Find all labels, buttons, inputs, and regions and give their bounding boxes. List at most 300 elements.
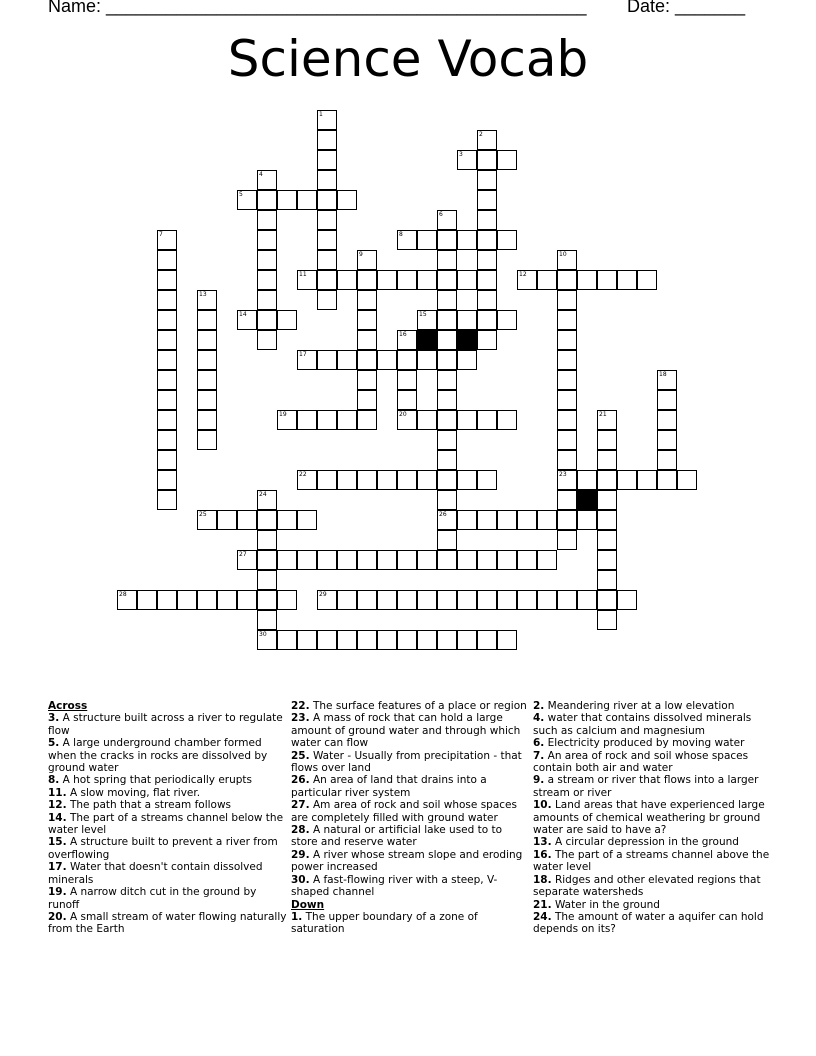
grid-cell[interactable]	[657, 470, 677, 490]
clue-item	[533, 799, 773, 836]
grid-cell[interactable]	[557, 250, 577, 270]
grid-cell[interactable]	[257, 330, 277, 350]
grid-cell[interactable]	[397, 590, 417, 610]
grid-cell[interactable]	[437, 370, 457, 390]
grid-cell[interactable]	[317, 270, 337, 290]
clue-item	[48, 886, 288, 911]
grid-cell[interactable]	[437, 630, 457, 650]
grid-cell[interactable]	[197, 310, 217, 330]
grid-cell[interactable]	[397, 550, 417, 570]
grid-cell[interactable]	[557, 390, 577, 410]
grid-cell[interactable]	[237, 550, 257, 570]
grid-cell[interactable]	[357, 270, 377, 290]
grid-cell[interactable]	[537, 590, 557, 610]
clue-number: 4	[259, 171, 263, 178]
grid-cell[interactable]	[477, 310, 497, 330]
grid-cell[interactable]	[457, 410, 477, 430]
grid-cell[interactable]	[477, 550, 497, 570]
grid-cell[interactable]	[417, 270, 437, 290]
grid-cell[interactable]	[297, 470, 317, 490]
grid-cell[interactable]	[357, 250, 377, 270]
grid-cell[interactable]	[437, 490, 457, 510]
clue-item-text: Water - Usually from precipitation - that flows over land	[291, 749, 522, 775]
grid-cell[interactable]	[357, 550, 377, 570]
grid-cell[interactable]	[217, 590, 237, 610]
grid-cell[interactable]	[277, 510, 297, 530]
clue-number: 1	[319, 111, 323, 118]
clue-item-text: A river whose stream slope and eroding power increased	[291, 848, 523, 874]
grid-cell[interactable]	[497, 590, 517, 610]
grid-cell[interactable]	[557, 350, 577, 370]
clues-column-2	[291, 700, 531, 936]
grid-cell[interactable]	[557, 490, 577, 510]
grid-cell[interactable]	[217, 510, 237, 530]
grid-cell[interactable]	[337, 590, 357, 610]
grid-cell[interactable]	[597, 530, 617, 550]
grid-cell[interactable]	[597, 470, 617, 490]
clue-item-number: 1.	[291, 910, 303, 923]
grid-block-cell	[457, 330, 477, 350]
grid-cell[interactable]	[377, 630, 397, 650]
clue-item	[533, 836, 773, 848]
grid-cell[interactable]	[477, 170, 497, 190]
grid-cell[interactable]	[157, 490, 177, 510]
grid-cell[interactable]	[357, 590, 377, 610]
grid-cell[interactable]	[157, 230, 177, 250]
grid-cell[interactable]	[397, 350, 417, 370]
grid-cell[interactable]	[457, 350, 477, 370]
clue-number: 24	[259, 491, 267, 498]
grid-cell[interactable]	[197, 370, 217, 390]
grid-cell[interactable]	[337, 350, 357, 370]
clue-item	[533, 712, 773, 737]
grid-cell[interactable]	[477, 470, 497, 490]
grid-cell[interactable]	[477, 190, 497, 210]
grid-cell[interactable]	[297, 630, 317, 650]
grid-cell[interactable]	[477, 270, 497, 290]
grid-cell[interactable]	[597, 490, 617, 510]
clue-item-text: Land areas that have experienced large amounts of chemical weathering br ground water are said to have a?	[533, 799, 765, 837]
grid-cell[interactable]	[417, 310, 437, 330]
grid-cell[interactable]	[337, 270, 357, 290]
grid-cell[interactable]	[157, 290, 177, 310]
grid-cell[interactable]	[417, 470, 437, 490]
clue-item-number: 15.	[48, 836, 67, 849]
clue-item-number: 30.	[291, 873, 310, 886]
grid-cell[interactable]	[257, 290, 277, 310]
grid-cell[interactable]	[477, 410, 497, 430]
grid-cell[interactable]	[257, 590, 277, 610]
grid-cell[interactable]	[657, 390, 677, 410]
grid-cell[interactable]	[597, 570, 617, 590]
grid-cell[interactable]	[457, 270, 477, 290]
grid-cell[interactable]	[477, 630, 497, 650]
grid-cell[interactable]	[257, 170, 277, 190]
grid-cell[interactable]	[437, 410, 457, 430]
grid-cell[interactable]	[437, 250, 457, 270]
grid-cell[interactable]	[297, 190, 317, 210]
clue-number: 16	[399, 331, 407, 338]
grid-cell[interactable]	[297, 410, 317, 430]
grid-cell[interactable]	[237, 190, 257, 210]
grid-cell[interactable]	[257, 530, 277, 550]
grid-cell[interactable]	[317, 470, 337, 490]
grid-cell[interactable]	[597, 510, 617, 530]
grid-cell[interactable]	[437, 290, 457, 310]
grid-cell[interactable]	[157, 310, 177, 330]
grid-cell[interactable]	[517, 590, 537, 610]
clue-item	[291, 874, 531, 899]
grid-cell[interactable]	[397, 370, 417, 390]
grid-cell[interactable]	[257, 490, 277, 510]
grid-cell[interactable]	[617, 470, 637, 490]
clue-number: 30	[259, 631, 267, 638]
grid-cell[interactable]	[397, 390, 417, 410]
clue-item	[291, 774, 531, 799]
clue-number: 19	[279, 411, 287, 418]
grid-cell[interactable]	[317, 410, 337, 430]
grid-cell[interactable]	[337, 190, 357, 210]
grid-cell[interactable]	[557, 330, 577, 350]
grid-cell[interactable]	[597, 270, 617, 290]
grid-cell[interactable]	[557, 470, 577, 490]
grid-cell[interactable]	[337, 470, 357, 490]
clue-item	[48, 712, 288, 737]
grid-cell[interactable]	[197, 350, 217, 370]
grid-cell[interactable]	[357, 330, 377, 350]
clue-item-text: An area of rock and soil whose spaces contain both air and water	[533, 749, 749, 775]
grid-cell[interactable]	[317, 150, 337, 170]
page-title: Science Vocab	[227, 30, 589, 88]
grid-cell[interactable]	[537, 270, 557, 290]
clue-item	[48, 787, 288, 799]
grid-cell[interactable]	[597, 610, 617, 630]
clue-number: 26	[439, 511, 447, 518]
grid-cell[interactable]	[597, 450, 617, 470]
grid-cell[interactable]	[557, 530, 577, 550]
clue-item-number: 17.	[48, 861, 67, 874]
grid-cell[interactable]	[597, 410, 617, 430]
grid-cell[interactable]	[357, 290, 377, 310]
grid-cell[interactable]	[577, 270, 597, 290]
grid-cell[interactable]	[437, 590, 457, 610]
grid-cell[interactable]	[357, 310, 377, 330]
clue-item	[291, 700, 531, 712]
clue-number: 5	[239, 191, 243, 198]
clue-item	[48, 836, 288, 861]
grid-cell[interactable]	[317, 550, 337, 570]
grid-cell[interactable]	[357, 410, 377, 430]
grid-cell[interactable]	[437, 210, 457, 230]
grid-cell[interactable]	[557, 370, 577, 390]
clue-item	[291, 750, 531, 775]
grid-cell[interactable]	[337, 630, 357, 650]
grid-cell[interactable]	[437, 350, 457, 370]
grid-cell[interactable]	[117, 590, 137, 610]
grid-block-cell	[417, 330, 437, 350]
grid-cell[interactable]	[437, 330, 457, 350]
grid-cell[interactable]	[557, 510, 577, 530]
grid-cell[interactable]	[397, 470, 417, 490]
clue-item-number: 12.	[48, 799, 67, 812]
grid-cell[interactable]	[617, 590, 637, 610]
grid-cell[interactable]	[657, 370, 677, 390]
grid-cell[interactable]	[277, 410, 297, 430]
grid-cell[interactable]	[257, 190, 277, 210]
grid-cell[interactable]	[497, 510, 517, 530]
clue-item	[533, 774, 773, 799]
grid-cell[interactable]	[157, 370, 177, 390]
grid-cell[interactable]	[457, 230, 477, 250]
grid-cell[interactable]	[257, 250, 277, 270]
clue-item-text: The upper boundary of a zone of saturation	[291, 910, 478, 936]
grid-cell[interactable]	[537, 510, 557, 530]
clue-item-text: The part of a streams channel above the water level	[533, 848, 770, 874]
grid-cell[interactable]	[437, 390, 457, 410]
grid-cell[interactable]	[317, 130, 337, 150]
grid-cell[interactable]	[237, 510, 257, 530]
grid-cell[interactable]	[257, 310, 277, 330]
grid-cell[interactable]	[457, 510, 477, 530]
grid-cell[interactable]	[457, 150, 477, 170]
grid-cell[interactable]	[357, 390, 377, 410]
grid-cell[interactable]	[397, 330, 417, 350]
grid-cell[interactable]	[477, 330, 497, 350]
grid-cell[interactable]	[377, 550, 397, 570]
grid-cell[interactable]	[437, 430, 457, 450]
grid-cell[interactable]	[297, 550, 317, 570]
grid-cell[interactable]	[317, 250, 337, 270]
clue-number: 11	[299, 271, 307, 278]
grid-cell[interactable]	[637, 270, 657, 290]
grid-cell[interactable]	[277, 310, 297, 330]
grid-cell[interactable]	[317, 110, 337, 130]
grid-cell[interactable]	[197, 390, 217, 410]
clue-item	[291, 824, 531, 849]
clue-number: 12	[519, 271, 527, 278]
grid-cell[interactable]	[357, 370, 377, 390]
grid-cell[interactable]	[317, 590, 337, 610]
grid-cell[interactable]	[517, 550, 537, 570]
clue-item-number: 6.	[533, 737, 545, 750]
grid-cell[interactable]	[257, 270, 277, 290]
grid-cell[interactable]	[557, 290, 577, 310]
grid-cell[interactable]	[377, 470, 397, 490]
grid-cell[interactable]	[497, 230, 517, 250]
across-clue-list-2	[291, 700, 531, 899]
grid-cell[interactable]	[677, 470, 697, 490]
grid-cell[interactable]	[597, 590, 617, 610]
grid-cell[interactable]	[517, 270, 537, 290]
clue-item-text: water that contains dissolved minerals such as calcium and magnesium	[533, 712, 752, 737]
grid-cell[interactable]	[157, 410, 177, 430]
clue-item-text: A structure built across a river to regulate flow	[48, 712, 283, 737]
grid-cell[interactable]	[257, 610, 277, 630]
grid-cell[interactable]	[397, 410, 417, 430]
clue-item-text: A large underground chamber formed when the cracks in rocks are dissolved by ground water	[48, 737, 268, 775]
grid-cell[interactable]	[497, 410, 517, 430]
grid-cell[interactable]	[257, 230, 277, 250]
grid-cell[interactable]	[437, 450, 457, 470]
grid-cell[interactable]	[297, 350, 317, 370]
grid-cell[interactable]	[397, 270, 417, 290]
grid-cell[interactable]	[297, 270, 317, 290]
grid-cell[interactable]	[377, 590, 397, 610]
grid-cell[interactable]	[417, 590, 437, 610]
grid-cell[interactable]	[257, 550, 277, 570]
grid-cell[interactable]	[437, 470, 457, 490]
clue-number: 27	[239, 551, 247, 558]
grid-cell[interactable]	[577, 510, 597, 530]
clue-item-text: Water that doesn't contain dissolved minerals	[48, 861, 263, 886]
grid-cell[interactable]	[337, 550, 357, 570]
grid-cell[interactable]	[477, 590, 497, 610]
grid-cell[interactable]	[477, 510, 497, 530]
grid-cell[interactable]	[417, 350, 437, 370]
clue-item-number: 18.	[533, 873, 552, 886]
grid-cell[interactable]	[497, 150, 517, 170]
clue-number: 13	[199, 291, 207, 298]
grid-cell[interactable]	[377, 270, 397, 290]
grid-cell[interactable]	[477, 250, 497, 270]
grid-cell[interactable]	[357, 350, 377, 370]
grid-cell[interactable]	[577, 470, 597, 490]
grid-cell[interactable]	[157, 350, 177, 370]
grid-cell[interactable]	[197, 410, 217, 430]
grid-cell[interactable]	[317, 210, 337, 230]
grid-cell[interactable]	[357, 630, 377, 650]
grid-cell[interactable]	[317, 230, 337, 250]
grid-cell[interactable]	[157, 250, 177, 270]
grid-cell[interactable]	[437, 550, 457, 570]
grid-cell[interactable]	[417, 230, 437, 250]
clue-item-text: a stream or river that flows into a larger stream or river	[533, 774, 759, 799]
grid-cell[interactable]	[457, 630, 477, 650]
grid-cell[interactable]	[157, 450, 177, 470]
grid-cell[interactable]	[437, 510, 457, 530]
grid-cell[interactable]	[237, 590, 257, 610]
grid-cell[interactable]	[617, 270, 637, 290]
grid-cell[interactable]	[477, 130, 497, 150]
grid-cell[interactable]	[537, 550, 557, 570]
grid-cell[interactable]	[317, 290, 337, 310]
grid-cell[interactable]	[637, 470, 657, 490]
grid-cell[interactable]	[177, 590, 197, 610]
grid-cell[interactable]	[497, 310, 517, 330]
grid-cell[interactable]	[477, 210, 497, 230]
grid-cell[interactable]	[597, 430, 617, 450]
grid-cell[interactable]	[317, 350, 337, 370]
clue-item-text: A structure built to prevent a river from overflowing	[48, 836, 278, 861]
grid-cell[interactable]	[317, 630, 337, 650]
grid-cell[interactable]	[377, 350, 397, 370]
grid-cell[interactable]	[397, 230, 417, 250]
clue-number: 17	[299, 351, 307, 358]
grid-cell[interactable]	[417, 550, 437, 570]
grid-cell[interactable]	[437, 270, 457, 290]
grid-cell[interactable]	[277, 590, 297, 610]
grid-cell[interactable]	[457, 310, 477, 330]
grid-cell[interactable]	[197, 430, 217, 450]
grid-cell[interactable]	[157, 430, 177, 450]
grid-cell[interactable]	[577, 590, 597, 610]
grid-cell[interactable]	[277, 550, 297, 570]
grid-cell[interactable]	[137, 590, 157, 610]
grid-cell[interactable]	[397, 630, 417, 650]
clue-item-text: Water in the ground	[551, 898, 660, 911]
clue-item	[48, 911, 288, 936]
grid-cell[interactable]	[477, 150, 497, 170]
grid-cell[interactable]	[197, 330, 217, 350]
grid-cell[interactable]	[257, 210, 277, 230]
grid-cell[interactable]	[437, 530, 457, 550]
grid-cell[interactable]	[557, 310, 577, 330]
grid-cell[interactable]	[657, 450, 677, 470]
grid-cell[interactable]	[417, 630, 437, 650]
grid-cell[interactable]	[497, 550, 517, 570]
grid-cell[interactable]	[337, 410, 357, 430]
grid-cell[interactable]	[557, 430, 577, 450]
grid-cell[interactable]	[157, 470, 177, 490]
grid-cell[interactable]	[237, 310, 257, 330]
grid-cell[interactable]	[297, 510, 317, 530]
grid-cell[interactable]	[477, 290, 497, 310]
grid-cell[interactable]	[277, 190, 297, 210]
grid-cell[interactable]	[557, 270, 577, 290]
grid-cell[interactable]	[457, 550, 477, 570]
grid-cell[interactable]	[157, 390, 177, 410]
grid-cell[interactable]	[497, 630, 517, 650]
clue-item-text: A slow moving, flat river.	[66, 786, 201, 799]
grid-cell[interactable]	[557, 590, 577, 610]
grid-cell[interactable]	[257, 510, 277, 530]
across-heading: Across	[48, 700, 88, 712]
clue-number: 22	[299, 471, 307, 478]
clue-item-number: 5.	[48, 737, 60, 750]
clue-item-number: 2.	[533, 700, 545, 712]
clue-item	[533, 849, 773, 874]
grid-cell[interactable]	[437, 310, 457, 330]
clue-item	[291, 849, 531, 874]
grid-cell[interactable]	[157, 590, 177, 610]
grid-cell[interactable]	[477, 230, 497, 250]
clue-item-text: Am area of rock and soil whose spaces are completely filled with ground water	[291, 799, 517, 824]
grid-cell[interactable]	[157, 330, 177, 350]
grid-cell[interactable]	[597, 550, 617, 570]
grid-cell[interactable]	[197, 590, 217, 610]
grid-cell[interactable]	[157, 270, 177, 290]
grid-cell[interactable]	[557, 410, 577, 430]
grid-cell[interactable]	[457, 590, 477, 610]
grid-cell[interactable]	[657, 410, 677, 430]
grid-cell[interactable]	[317, 170, 337, 190]
grid-cell[interactable]	[417, 410, 437, 430]
grid-cell[interactable]	[197, 290, 217, 310]
grid-cell[interactable]	[197, 510, 217, 530]
grid-cell[interactable]	[257, 630, 277, 650]
grid-cell[interactable]	[517, 510, 537, 530]
grid-cell[interactable]	[357, 470, 377, 490]
grid-cell[interactable]	[277, 630, 297, 650]
clue-item	[48, 812, 288, 837]
grid-cell[interactable]	[457, 470, 477, 490]
grid-cell[interactable]	[257, 570, 277, 590]
clue-item-text: A natural or artificial lake used to to store and reserve water	[291, 824, 503, 849]
grid-cell[interactable]	[657, 430, 677, 450]
grid-cell[interactable]	[317, 190, 337, 210]
grid-cell[interactable]	[557, 450, 577, 470]
grid-cell[interactable]	[437, 230, 457, 250]
